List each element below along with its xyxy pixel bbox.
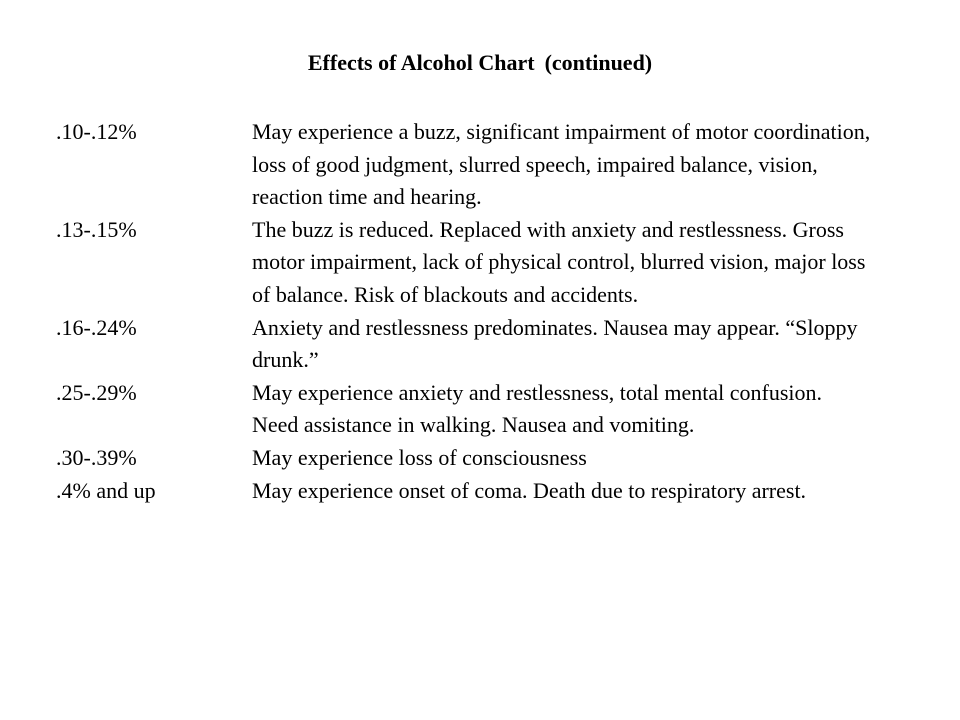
page-title [0,48,960,78]
list-item [56,377,916,442]
effect-description: May experience anxiety and restlessness, total mental confusion. Need assistance in walking. Nausea and vomiting. [252,379,822,438]
bac-level: .16-.24% [56,314,137,340]
bac-level: .10-.12% [56,119,137,144]
bac-level: .4% and up [56,477,156,503]
effect-description: May experience loss of consciousness [252,444,587,470]
effect-description: The buzz is reduced. Replaced with anxiety and restlessness. Gross motor impairment, lack of physical control, blurred vision, major loss of balance. Risk of blackouts and accidents. [252,216,866,307]
list-item [56,116,916,214]
list-item [56,442,916,475]
bac-level: .13-.15% [56,216,137,242]
bac-level: .25-.29% [56,379,137,405]
list-item [56,312,916,377]
list-item [56,214,916,312]
effect-description: May experience a buzz, significant impairment of motor coordination, loss of good judgment, slurred speech, impaired balance, vision, reaction time and hearing. [252,119,871,210]
title-suffix: (continued) [544,50,653,75]
effects-list [56,116,916,507]
title-main: Effects of Alcohol Chart [307,50,535,75]
list-item [56,475,916,508]
effect-description: Anxiety and restlessness predominates. Nausea may appear. “Sloppy drunk.” [252,314,858,373]
bac-level: .30-.39% [56,444,137,470]
effect-description: May experience onset of coma. Death due to respiratory arrest. [252,477,807,503]
